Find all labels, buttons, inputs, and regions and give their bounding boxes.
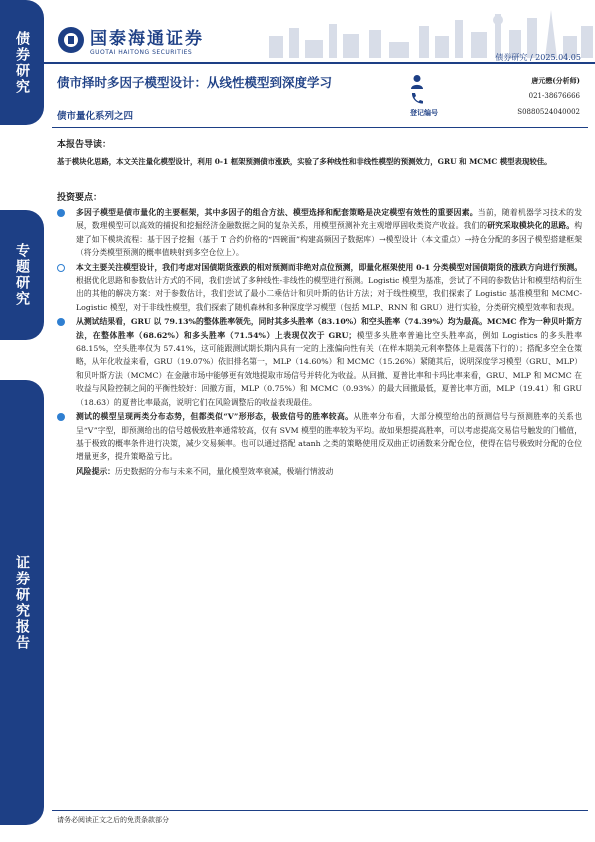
point-lead: 从测试结果看，GRU 以 79.13%的整体胜率领先，同时其多头胜率（83.10%）和空头胜率（74.39%）均为最高。MCMC 作为一种贝叶斯方法，在整体胜率（68.62%）和多头胜率（71.54%）上表现仅次于 GRU；: [76, 317, 582, 340]
point-body-2: 构建了如下模块流程：基于因子挖掘（基于 T 合约价格的“四碗面”构建高频因子数据库）→模型设计（本文重点）→持仓分配的多因子模型搭建框架（将分类模型预测的概率值映射到多空仓位上）。: [76, 221, 583, 258]
registration-label: 登记编号: [410, 108, 438, 117]
bullet-ring-icon: [57, 264, 65, 272]
bullet-icon: [57, 318, 65, 326]
list-item: [54, 206, 582, 260]
point-lead: 本文主要关注模型设计，我们考虑对国债期货涨跌的相对预测而非绝对点位预测，即量化框架使用 0-1 分类模型对国债期货的涨跌方向进行预测。: [76, 262, 582, 272]
key-points-list: [54, 206, 582, 478]
point-lead: 多因子模型是债市量化的主要框架，其中多因子的组合方法、模型选择和配套策略是决定模型有效性的重要因素。: [76, 208, 478, 217]
guide-text: 基于模块化思路，本文关注量化模型设计，利用 0-1 框架预测债市涨跌，实验了多种线性和非线性模型的预测效力，GRU 和 MCMC 模型表现较佳。: [57, 157, 552, 166]
sidebar: [0, 0, 44, 842]
point-body: 模型多头胜率普遍比空头胜率高，例如 Logistics 的多头胜率 68.15%，空头胜率仅为 57.41%，这可能跟测试期长期内具有一定的上涨偏向性有关（在样本期美元利率整体上是震荡下行的）；搭配多空全仓策略，从年化收益来看，GRU（19.07%）依旧排名第一，MLP（14.60%）和 MCMC（15.26%）紧随其后，说明深度学习模型（GRU、MLP）和贝叶斯方法（MCMC）在金融市场中能够更有效地提取市场信号并转化为收益。从回撤、夏普比率和卡玛比率来看，GRU、MLP 和 MCMC 在收益与风险控制之间的平衡性较好：回撤方面，MLP（0.75%）和 MCMC（0.93%）的最大回撤最低，夏普比率方面，MLP（19.41）和 GRU（18.63）的夏普比率最高，说明它们在风险调整后的收益表现最佳。: [76, 330, 583, 407]
city-skyline-icon: [259, 6, 595, 58]
sidebar-tab-bond-research: [0, 0, 44, 125]
section-divider: [52, 127, 588, 128]
bullet-icon: [57, 209, 65, 217]
registration-number: S0880524040002: [517, 108, 580, 116]
brand-name-en: GUOTAI HAITONG SECURITIES: [90, 49, 193, 56]
guide-heading: 本报告导读：: [57, 140, 112, 150]
footer-divider: [52, 810, 588, 811]
sidebar-tab-special-research: [0, 210, 44, 340]
logo-icon: [58, 27, 84, 53]
list-item: [54, 410, 582, 464]
footer-disclaimer: 请务必阅读正文之后的免责条款部分: [57, 816, 169, 824]
risk-warning: [54, 465, 582, 478]
sidebar-tab-securities-report: [0, 380, 44, 825]
sidebar-tab-label: 证券研究报告: [14, 554, 30, 651]
bullet-icon: [57, 413, 65, 421]
report-category-date: 债券研究 / 2025.04.05: [495, 53, 581, 62]
risk-lead: 风险提示：: [76, 466, 115, 476]
risk-body: 历史数据的分布与未来不同，量化模型效率衰减，极端行情波动: [114, 466, 334, 476]
person-icon: [410, 74, 424, 90]
phone-icon: [410, 92, 424, 104]
key-points-heading: 投资要点：: [57, 193, 103, 203]
sidebar-tab-label: 专题研究: [14, 243, 30, 307]
point-body: 当前，随着机器学习技术的发展，数理模型可以高效的捕捉和挖掘经济金融数据之间的复杂关系，用模型预测补充主观增厚固收类资产收益。我们的: [76, 208, 583, 231]
point-lead: 测试的模型呈现两类分布态势，但都类似“V”形形态，极致信号的胜率较高。: [76, 412, 354, 422]
brand-name-cn: 国泰海通证券: [90, 29, 204, 49]
list-item: [54, 261, 582, 315]
author-name: 唐元懋(分析师): [531, 76, 580, 85]
list-item: [54, 315, 582, 409]
point-body: 根据优化思路和参数估计方式的不同，我们尝试了多种线性-非线性的模型进行预测。Logistic 模型为基准，尝试了不同的参数估计和模型结构衍生出的其他的解决方案：对于参数估计，我们尝试了最小二乘估计和贝叶斯的估计方法；对于线性模型，我们探索了 Logistic 基准模型和 MCMC-Logistic 模型，对于非线性模型，我们探索了随机森林和多种深度学习模型（包括 MLP、RNN 和 GRU）进行实验，分类研究模型效率和表现。: [76, 276, 582, 312]
sidebar-tab-label: 债券研究: [14, 30, 30, 95]
header-divider: [44, 62, 595, 64]
page-header: [44, 0, 595, 62]
report-title: 债市择时多因子模型设计：从线性模型到深度学习: [57, 75, 333, 90]
report-subtitle: 债市量化系列之四: [57, 111, 134, 122]
point-lead-2: 研究采取模块化的思路。: [487, 221, 575, 231]
author-phone: 021-38676666: [528, 92, 580, 100]
brand-logo: [58, 24, 204, 56]
point-body: 从胜率分布看，大部分模型给出的预测信号与预测胜率的关系也呈“V”字型，即预测给出的信号越极致胜率通常较高，仅有 SVM 模型的胜率较为平均。故如果想提高胜率，可以考虑提高交易信号触发的门槛值，基于极致的概率条件进行决策，减少交易频率。也可以通过搭配 atanh 之类的策略使用反双曲正切函数来分配仓位，使得在信号极致时分配的仓位增量更多，提升策略盈亏比。: [76, 412, 582, 462]
